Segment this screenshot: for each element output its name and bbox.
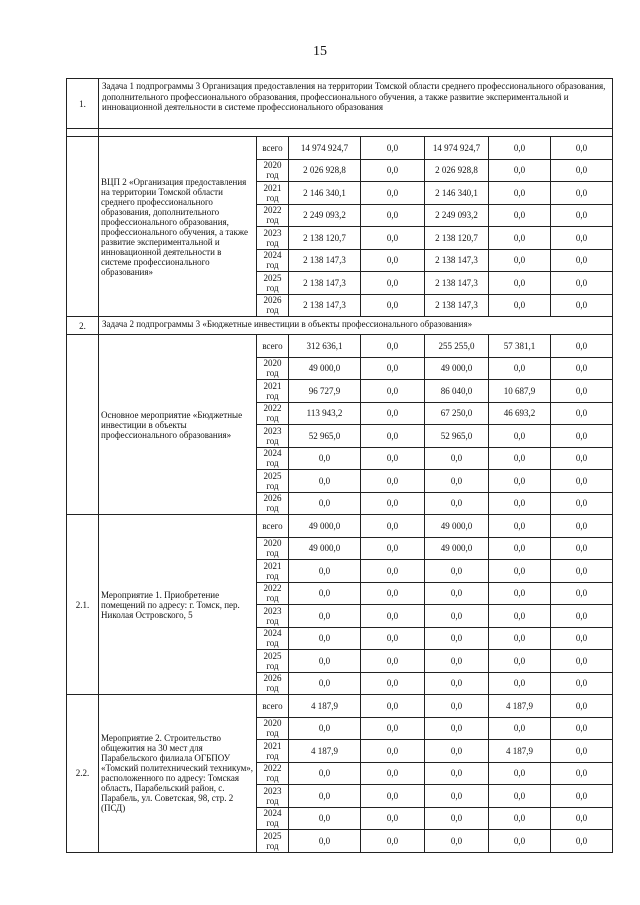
value-cell: 0,0 <box>425 582 489 605</box>
value-cell: 0,0 <box>551 402 613 425</box>
value-cell: 0,0 <box>361 204 425 227</box>
value-cell: 0,0 <box>489 830 551 853</box>
period-cell: 2022 год <box>257 762 289 785</box>
task-number: 2. <box>67 317 99 335</box>
value-cell: 0,0 <box>289 470 361 493</box>
value-cell: 0,0 <box>551 204 613 227</box>
item-number <box>67 137 99 317</box>
value-cell: 255 255,0 <box>425 335 489 358</box>
value-cell: 0,0 <box>289 672 361 695</box>
period-cell: 2021 год <box>257 380 289 403</box>
period-cell: 2025 год <box>257 650 289 673</box>
value-cell: 0,0 <box>425 650 489 673</box>
value-cell: 0,0 <box>551 335 613 358</box>
value-cell: 0,0 <box>551 182 613 205</box>
value-cell: 0,0 <box>425 807 489 830</box>
value-cell: 0,0 <box>489 717 551 740</box>
value-cell: 0,0 <box>361 357 425 380</box>
value-cell: 0,0 <box>425 470 489 493</box>
value-cell: 0,0 <box>425 492 489 515</box>
value-cell: 312 636,1 <box>289 335 361 358</box>
value-cell: 4 187,9 <box>489 695 551 718</box>
value-cell: 2 249 093,2 <box>425 204 489 227</box>
value-cell: 0,0 <box>361 272 425 295</box>
value-cell: 0,0 <box>551 137 613 160</box>
value-cell: 0,0 <box>361 335 425 358</box>
value-cell: 0,0 <box>489 605 551 628</box>
budget-table <box>66 78 613 853</box>
period-cell: 2022 год <box>257 204 289 227</box>
spacer-cell <box>67 129 99 137</box>
period-cell: 2023 год <box>257 785 289 808</box>
value-cell: 0,0 <box>361 807 425 830</box>
value-cell: 0,0 <box>489 227 551 250</box>
value-cell: 0,0 <box>551 537 613 560</box>
value-cell: 0,0 <box>551 294 613 317</box>
value-cell: 0,0 <box>551 582 613 605</box>
value-cell: 0,0 <box>361 717 425 740</box>
item-name: Мероприятие 2. Строительство общежития на 30 мест для Парабельского филиала ОГБПОУ «Томский политехнический техникум», расположенного по адресу: Томская область, Парабельский район, с. Парабель, ул. Советская, 98, стр. 2 (ПСД) <box>99 695 257 853</box>
value-cell: 0,0 <box>361 515 425 538</box>
value-cell: 49 000,0 <box>289 515 361 538</box>
value-cell: 0,0 <box>425 447 489 470</box>
value-cell: 0,0 <box>289 447 361 470</box>
value-cell: 0,0 <box>361 740 425 763</box>
value-cell: 0,0 <box>361 492 425 515</box>
value-cell: 0,0 <box>361 182 425 205</box>
value-cell: 0,0 <box>551 357 613 380</box>
value-cell: 0,0 <box>551 695 613 718</box>
value-cell: 0,0 <box>551 762 613 785</box>
value-cell: 0,0 <box>489 492 551 515</box>
table-row <box>67 335 613 358</box>
value-cell: 2 138 147,3 <box>289 272 361 295</box>
value-cell: 2 026 928,8 <box>425 159 489 182</box>
value-cell: 0,0 <box>489 447 551 470</box>
value-cell: 96 727,9 <box>289 380 361 403</box>
item-name: ВЦП 2 «Организация предоставления на территории Томской области среднего профессионального образования, дополнительного профессионального образования, профессионального обучения, а также развитие экспериментальной и инновационной деятельности в системе профессионального образования» <box>99 137 257 317</box>
value-cell: 0,0 <box>489 425 551 448</box>
value-cell: 0,0 <box>551 785 613 808</box>
value-cell: 0,0 <box>289 785 361 808</box>
value-cell: 0,0 <box>361 425 425 448</box>
value-cell: 0,0 <box>551 159 613 182</box>
value-cell: 0,0 <box>489 357 551 380</box>
value-cell: 0,0 <box>289 650 361 673</box>
value-cell: 2 146 340,1 <box>289 182 361 205</box>
value-cell: 0,0 <box>289 627 361 650</box>
value-cell: 0,0 <box>489 582 551 605</box>
value-cell: 0,0 <box>361 137 425 160</box>
value-cell: 0,0 <box>551 830 613 853</box>
value-cell: 67 250,0 <box>425 402 489 425</box>
value-cell: 0,0 <box>489 560 551 583</box>
value-cell: 2 138 147,3 <box>425 294 489 317</box>
page-number: 15 <box>313 44 327 59</box>
period-cell: 2021 год <box>257 182 289 205</box>
value-cell: 49 000,0 <box>425 537 489 560</box>
period-cell: 2020 год <box>257 357 289 380</box>
value-cell: 0,0 <box>489 672 551 695</box>
item-name: Мероприятие 1. Приобретение помещений по адресу: г. Томск, пер. Николая Островского, 5 <box>99 515 257 695</box>
period-cell: 2025 год <box>257 830 289 853</box>
value-cell: 113 943,2 <box>289 402 361 425</box>
period-cell: 2024 год <box>257 807 289 830</box>
value-cell: 10 687,9 <box>489 380 551 403</box>
value-cell: 0,0 <box>361 294 425 317</box>
value-cell: 2 026 928,8 <box>289 159 361 182</box>
value-cell: 0,0 <box>289 717 361 740</box>
value-cell: 0,0 <box>489 537 551 560</box>
value-cell: 0,0 <box>361 650 425 673</box>
value-cell: 0,0 <box>361 447 425 470</box>
value-cell: 2 138 147,3 <box>289 294 361 317</box>
value-cell: 0,0 <box>361 560 425 583</box>
task-text: Задача 2 подпрограммы 3 «Бюджетные инвестиции в объекты профессионального образования» <box>99 317 613 335</box>
period-cell: 2023 год <box>257 425 289 448</box>
period-cell: 2026 год <box>257 492 289 515</box>
period-cell: 2022 год <box>257 402 289 425</box>
value-cell: 0,0 <box>551 740 613 763</box>
value-cell: 0,0 <box>425 605 489 628</box>
value-cell: 49 000,0 <box>425 357 489 380</box>
value-cell: 0,0 <box>489 650 551 673</box>
value-cell: 0,0 <box>489 294 551 317</box>
value-cell: 0,0 <box>289 492 361 515</box>
value-cell: 14 974 924,7 <box>425 137 489 160</box>
value-cell: 0,0 <box>289 807 361 830</box>
value-cell: 0,0 <box>361 537 425 560</box>
value-cell: 0,0 <box>489 272 551 295</box>
period-cell: 2024 год <box>257 447 289 470</box>
value-cell: 0,0 <box>551 272 613 295</box>
value-cell: 0,0 <box>425 762 489 785</box>
period-cell: 2026 год <box>257 294 289 317</box>
value-cell: 0,0 <box>425 560 489 583</box>
value-cell: 0,0 <box>361 695 425 718</box>
item-number: 2.2. <box>67 695 99 853</box>
value-cell: 0,0 <box>361 159 425 182</box>
table-row <box>67 695 613 718</box>
value-cell: 0,0 <box>551 560 613 583</box>
value-cell: 0,0 <box>361 830 425 853</box>
value-cell: 2 249 093,2 <box>289 204 361 227</box>
value-cell: 0,0 <box>489 785 551 808</box>
spacer-row <box>67 129 613 137</box>
period-cell: 2020 год <box>257 717 289 740</box>
value-cell: 4 187,9 <box>289 740 361 763</box>
value-cell: 0,0 <box>361 470 425 493</box>
value-cell: 0,0 <box>551 717 613 740</box>
value-cell: 0,0 <box>361 249 425 272</box>
value-cell: 0,0 <box>361 627 425 650</box>
value-cell: 0,0 <box>551 470 613 493</box>
value-cell: 14 974 924,7 <box>289 137 361 160</box>
value-cell: 2 138 120,7 <box>289 227 361 250</box>
period-cell: всего <box>257 335 289 358</box>
value-cell: 0,0 <box>489 182 551 205</box>
value-cell: 0,0 <box>551 425 613 448</box>
value-cell: 86 040,0 <box>425 380 489 403</box>
period-cell: всего <box>257 515 289 538</box>
value-cell: 0,0 <box>489 204 551 227</box>
value-cell: 0,0 <box>289 830 361 853</box>
task-row <box>67 317 613 335</box>
value-cell: 0,0 <box>551 807 613 830</box>
value-cell: 0,0 <box>361 402 425 425</box>
table-row <box>67 515 613 538</box>
value-cell: 0,0 <box>425 695 489 718</box>
period-cell: 2026 год <box>257 672 289 695</box>
value-cell: 0,0 <box>361 380 425 403</box>
value-cell: 0,0 <box>361 762 425 785</box>
value-cell: 4 187,9 <box>289 695 361 718</box>
value-cell: 0,0 <box>425 740 489 763</box>
value-cell: 0,0 <box>361 785 425 808</box>
period-cell: 2024 год <box>257 249 289 272</box>
period-cell: 2020 год <box>257 159 289 182</box>
value-cell: 0,0 <box>289 560 361 583</box>
value-cell: 2 138 147,3 <box>425 249 489 272</box>
period-cell: 2021 год <box>257 740 289 763</box>
task-row <box>67 79 613 129</box>
value-cell: 4 187,9 <box>489 740 551 763</box>
value-cell: 0,0 <box>551 627 613 650</box>
value-cell: 2 146 340,1 <box>425 182 489 205</box>
period-cell: 2022 год <box>257 582 289 605</box>
value-cell: 0,0 <box>361 582 425 605</box>
period-cell: 2025 год <box>257 272 289 295</box>
value-cell: 0,0 <box>361 605 425 628</box>
value-cell: 0,0 <box>551 492 613 515</box>
value-cell: 52 965,0 <box>425 425 489 448</box>
value-cell: 2 138 147,3 <box>425 272 489 295</box>
table-body <box>67 79 613 853</box>
value-cell: 0,0 <box>361 227 425 250</box>
value-cell: 0,0 <box>425 785 489 808</box>
value-cell: 57 381,1 <box>489 335 551 358</box>
value-cell: 2 138 120,7 <box>425 227 489 250</box>
value-cell: 2 138 147,3 <box>289 249 361 272</box>
value-cell: 0,0 <box>289 762 361 785</box>
value-cell: 0,0 <box>489 807 551 830</box>
value-cell: 0,0 <box>489 137 551 160</box>
value-cell: 0,0 <box>425 830 489 853</box>
value-cell: 0,0 <box>551 227 613 250</box>
period-cell: 2024 год <box>257 627 289 650</box>
value-cell: 0,0 <box>361 672 425 695</box>
table-row <box>67 137 613 160</box>
value-cell: 0,0 <box>489 762 551 785</box>
value-cell: 0,0 <box>425 627 489 650</box>
value-cell: 0,0 <box>289 582 361 605</box>
period-cell: 2020 год <box>257 537 289 560</box>
period-cell: всего <box>257 695 289 718</box>
value-cell: 0,0 <box>551 380 613 403</box>
value-cell: 0,0 <box>425 672 489 695</box>
period-cell: 2023 год <box>257 605 289 628</box>
item-number <box>67 335 99 515</box>
value-cell: 0,0 <box>551 515 613 538</box>
item-number: 2.1. <box>67 515 99 695</box>
period-cell: всего <box>257 137 289 160</box>
value-cell: 0,0 <box>489 515 551 538</box>
task-number: 1. <box>67 79 99 129</box>
value-cell: 0,0 <box>551 249 613 272</box>
spacer-cell <box>99 129 613 137</box>
value-cell: 49 000,0 <box>425 515 489 538</box>
period-cell: 2025 год <box>257 470 289 493</box>
value-cell: 49 000,0 <box>289 537 361 560</box>
value-cell: 0,0 <box>551 672 613 695</box>
value-cell: 0,0 <box>489 159 551 182</box>
value-cell: 0,0 <box>551 605 613 628</box>
value-cell: 0,0 <box>425 717 489 740</box>
value-cell: 0,0 <box>551 650 613 673</box>
value-cell: 46 693,2 <box>489 402 551 425</box>
value-cell: 0,0 <box>289 605 361 628</box>
value-cell: 52 965,0 <box>289 425 361 448</box>
value-cell: 0,0 <box>489 470 551 493</box>
period-cell: 2021 год <box>257 560 289 583</box>
period-cell: 2023 год <box>257 227 289 250</box>
value-cell: 0,0 <box>551 447 613 470</box>
value-cell: 0,0 <box>489 627 551 650</box>
task-text: Задача 1 подпрограммы 3 Организация предоставления на территории Томской области среднего профессионального образования, дополнительного профессионального образования, профессионального обучения, а также развитие экспериментальной и инновационной деятельности в системе профессионального образования <box>99 79 613 129</box>
value-cell: 0,0 <box>489 249 551 272</box>
item-name: Основное мероприятие «Бюджетные инвестиции в объекты профессионального образования» <box>99 335 257 515</box>
value-cell: 49 000,0 <box>289 357 361 380</box>
